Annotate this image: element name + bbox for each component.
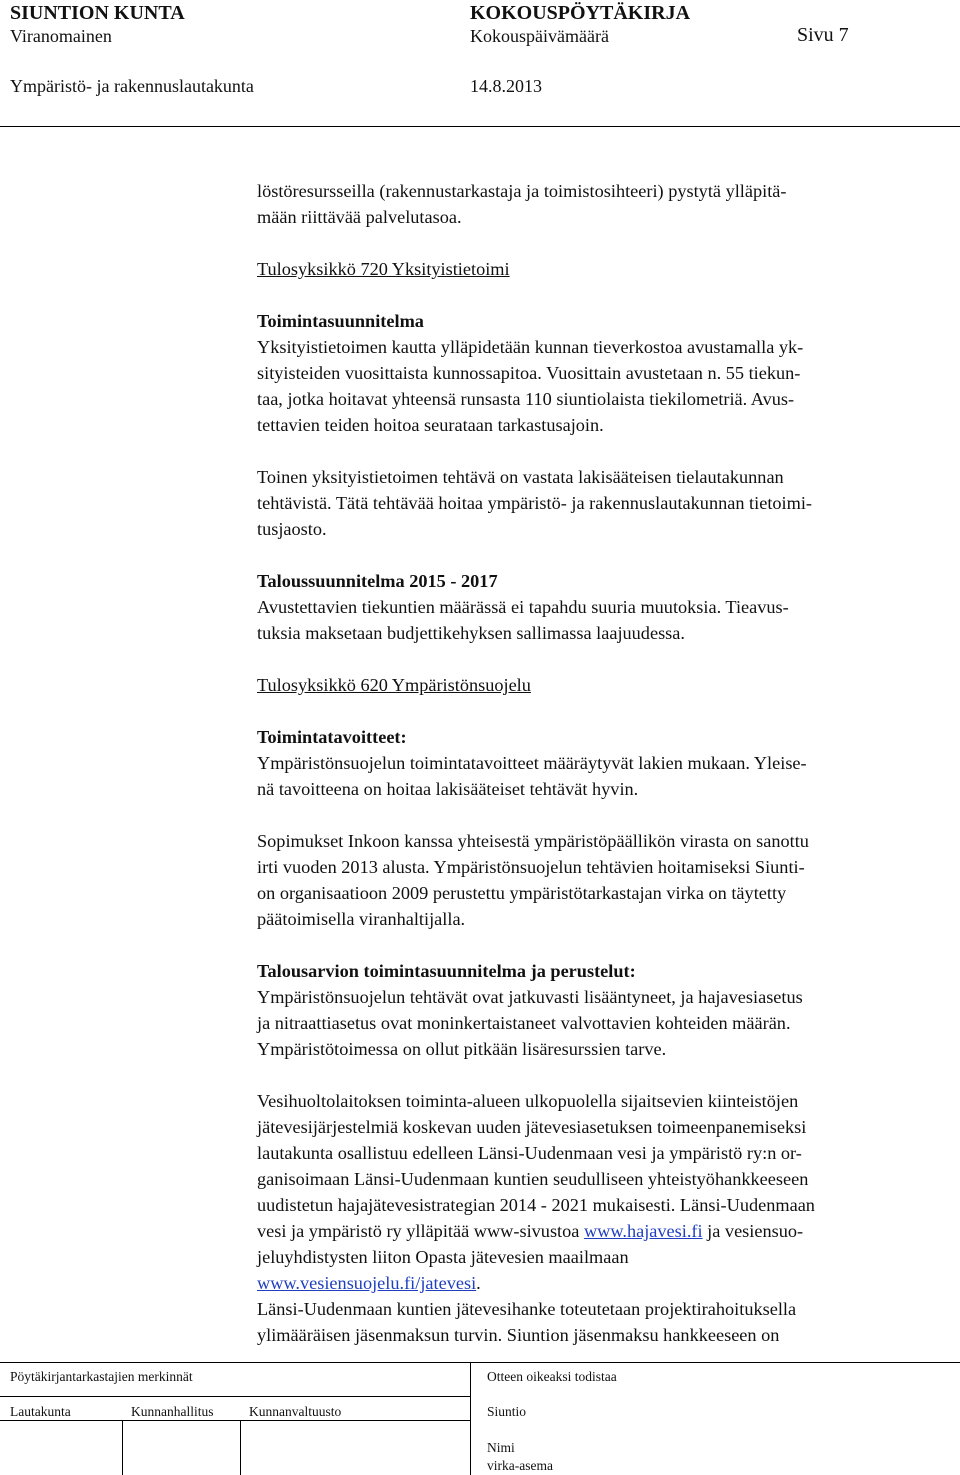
footer-divider-mid bbox=[0, 1396, 470, 1397]
certified-label: Otteen oikeaksi todistaa bbox=[487, 1369, 617, 1384]
text-line: on organisaatioon 2009 perustettu ympäristötarkastajan virka on täytetty bbox=[257, 883, 787, 903]
text-fragment: vesi ja ympäristö ry ylläpitää www-sivustoa bbox=[257, 1221, 584, 1241]
text-line: päätoimisella viranhaltijalla. bbox=[257, 909, 466, 929]
text-line: uudistetun hajajätevesistrategian 2014 - 2021 mukaisesti. Länsi-Uudenmaan bbox=[257, 1195, 815, 1215]
footer-title-label: virka-asema bbox=[487, 1458, 553, 1473]
text-line: mään riittävää palvelutasoa. bbox=[257, 207, 462, 227]
section-heading: Talousarvion toimintasuunnitelma ja perustelut: bbox=[257, 961, 636, 981]
footer-place: Siuntio bbox=[487, 1404, 527, 1419]
text-fragment: . bbox=[476, 1273, 481, 1293]
text-line: irti vuoden 2013 alusta. Ympäristönsuojelun tehtävien hoitamiseksi Siunti- bbox=[257, 857, 805, 877]
footer-col-board: Lautakunta bbox=[10, 1404, 71, 1419]
document-body bbox=[257, 178, 957, 1348]
text-line: Länsi-Uudenmaan kuntien jätevesihanke toteutetaan projektirahoituksella bbox=[257, 1299, 797, 1319]
text-line: nä tavoitteena on hoitaa lakisääteiset tehtävät hyvin. bbox=[257, 779, 639, 799]
text-line: sityisteiden vuosittaista kunnossapitoa. Vuosittain avustetaan n. 55 tiekun- bbox=[257, 363, 801, 383]
text-line: jätevesijärjestelmiä koskevan uuden jätevesiasetuksen toimeenpanemiseksi bbox=[257, 1117, 807, 1137]
meeting-date-label: Kokouspäivämäärä bbox=[470, 26, 609, 46]
text-line: ganisoimaan Länsi-Uudenmaan kuntien seudulliseen yhteistyöhankkeeseen bbox=[257, 1169, 809, 1189]
text-line: Sopimukset Inkoon kanssa yhteisestä ympäristöpäällikön virasta on sanottu bbox=[257, 831, 809, 851]
section-heading: Toimintasuunnitelma bbox=[257, 311, 424, 331]
footer-name-label: Nimi bbox=[487, 1440, 515, 1455]
text-line: Ympäristönsuojelun toimintatavoitteet määräytyvät lakien mukaan. Yleise- bbox=[257, 753, 807, 773]
footer-col-divider-2 bbox=[240, 1420, 241, 1475]
footer-col-council: Kunnanvaltuusto bbox=[249, 1404, 342, 1419]
document-type: KOKOUSPÖYTÄKIRJA bbox=[470, 2, 691, 24]
section-heading: Toimintatavoitteet: bbox=[257, 727, 407, 747]
header-divider bbox=[0, 126, 960, 127]
text-line: Ympäristötoimessa on ollut pitkään lisäresurssien tarve. bbox=[257, 1039, 667, 1059]
text-line: ylimääräisen jäsenmaksun turvin. Siuntion jäsenmaksu hankkeeseen on bbox=[257, 1325, 780, 1345]
unit-heading-620: Tulosyksikkö 620 Ympäristönsuojelu bbox=[257, 675, 531, 695]
hajavesi-link[interactable]: www.hajavesi.fi bbox=[583, 1221, 703, 1241]
text-line: lautakunta osallistuu edelleen Länsi-Uudenmaan vesi ja ympäristö ry:n or- bbox=[257, 1143, 802, 1163]
text-line: tettavien teiden hoitoa seurataan tarkastusajoin. bbox=[257, 415, 604, 435]
text-line-with-link bbox=[257, 1218, 957, 1244]
text-line-with-link bbox=[257, 1270, 957, 1296]
footer-col-executive: Kunnanhallitus bbox=[131, 1404, 214, 1419]
text-line: jeluyhdistysten liiton Opasta jätevesien maailmaan bbox=[257, 1247, 629, 1267]
page-number: Sivu 7 bbox=[797, 24, 849, 46]
footer-col-divider-1 bbox=[122, 1420, 123, 1475]
vesiensuojelu-link[interactable]: www.vesiensuojelu.fi/jatevesi bbox=[257, 1273, 477, 1293]
section-heading: Taloussuunnitelma 2015 - 2017 bbox=[257, 571, 498, 591]
authority-name: Ympäristö- ja rakennuslautakunta bbox=[10, 76, 254, 96]
footer-divider-low bbox=[0, 1420, 470, 1421]
text-line: tuksia maksetaan budjettikehyksen sallimassa laajuudessa. bbox=[257, 623, 685, 643]
text-line: tehtävistä. Tätä tehtävää hoitaa ympäristö- ja rakennuslautakunnan tietoimi- bbox=[257, 493, 813, 513]
footer-divider-top bbox=[0, 1362, 960, 1363]
text-fragment: ja vesiensuo- bbox=[702, 1221, 804, 1241]
initials-label: Pöytäkirjantarkastajien merkinnät bbox=[10, 1369, 193, 1384]
text-line: Vesihuoltolaitoksen toiminta-alueen ulkopuolella sijaitsevien kiinteistöjen bbox=[257, 1091, 799, 1111]
footer-vertical-divider bbox=[470, 1362, 471, 1475]
text-line: Toinen yksityistietoimen tehtävä on vastata lakisääteisen tielautakunnan bbox=[257, 467, 784, 487]
text-line: taa, jotka hoitavat yhteensä runsasta 110 siuntiolaista tiekilometriä. Avus- bbox=[257, 389, 795, 409]
unit-heading-720: Tulosyksikkö 720 Yksityistietoimi bbox=[257, 259, 510, 279]
text-line: Ympäristönsuojelun tehtävät ovat jatkuvasti lisääntyneet, ja hajavesiasetus bbox=[257, 987, 803, 1007]
text-line: ja nitraattiasetus ovat moninkertaistaneet valvottavien kohteiden määrän. bbox=[257, 1013, 791, 1033]
text-line: tusjaosto. bbox=[257, 519, 327, 539]
organization-name: SIUNTION KUNTA bbox=[10, 2, 185, 24]
text-line: Yksityistietoimen kautta ylläpidetään kunnan tieverkostoa avustamalla yk- bbox=[257, 337, 804, 357]
meeting-date: 14.8.2013 bbox=[470, 76, 542, 96]
authority-label: Viranomainen bbox=[10, 26, 112, 46]
text-line: Avustettavien tiekuntien määrässä ei tapahdu suuria muutoksia. Tieavus- bbox=[257, 597, 789, 617]
text-line: löstöresursseilla (rakennustarkastaja ja toimistosihteeri) pystytä ylläpitä- bbox=[257, 181, 787, 201]
